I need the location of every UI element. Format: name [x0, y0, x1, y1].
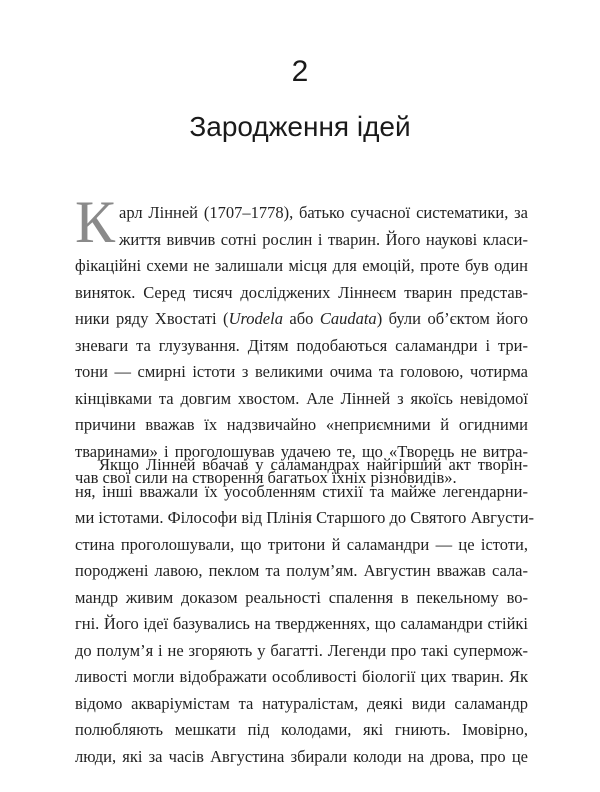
- text-line: мандр живим доказом реальності спалення в пекельному во-: [75, 587, 528, 607]
- chapter-title: Зародження ідей: [189, 111, 411, 142]
- text-line: чав свої сили на створення багатьох їхніх різновидів».: [75, 468, 457, 487]
- text-line: породжені лавою, пеклом та полум’ям. Августин вважав сала-: [75, 561, 528, 580]
- text-fragment: ) були об’єктом його: [376, 309, 528, 328]
- chapter-number: 2: [291, 55, 309, 88]
- paragraph-1: [75, 200, 528, 492]
- drop-cap: К: [75, 189, 116, 255]
- text-fragment: або: [282, 309, 320, 328]
- text-line: стина проголошували, що тритони й саламандри — це істоти,: [75, 534, 528, 554]
- text-line: Якщо Лінней вбачав у саламандрах найгірший акт творін-: [99, 455, 528, 474]
- text-line: виняток. Серед тисяч досліджених Ліннеєм тварин представ-: [75, 282, 528, 302]
- text-line: арл Лінней (1707–1778), батько сучасної систематики, за: [119, 203, 528, 222]
- text-line-with-latin-terms: [75, 306, 528, 333]
- text-line: кінцівками та довгим хвостом. Але Лінней з якоїсь невідомої: [75, 388, 528, 408]
- paragraph-2: [75, 452, 535, 770]
- text-line: ня, інші вважали їх уособленням стихії та майже легендарни-: [75, 481, 528, 501]
- text-line: до полум’я і не згоряють у багатті. Легенди про такі супермож-: [75, 640, 528, 660]
- text-line: причини вважав їх надзвичайно «неприємними й огидними: [75, 415, 528, 434]
- latin-term: Urodela: [228, 309, 283, 328]
- text-line: ми істотами. Філософи від Плінія Старшого до Святого Августи-: [75, 508, 535, 527]
- text-line: полюбляють мешкати під колодами, які гниють. Імовірно,: [75, 720, 528, 739]
- text-line: тони — смирні істоти з великими очима та головою, чотирма: [75, 362, 528, 381]
- text-fragment: ники ряду Хвостаті (: [75, 309, 229, 328]
- latin-term: Caudata: [319, 309, 377, 328]
- text-line: життя вивчив сотні рослин і тварин. Його наукові класи-: [119, 229, 528, 249]
- text-line: фікаційні схеми не залишали місця для емоцій, проте був один: [75, 256, 528, 275]
- text-line: гні. Його ідеї базувались на твердженнях, що саламандри стійкі: [75, 614, 528, 633]
- text-line: відомо акваріумістам та натуралістам, деякі види саламандр: [75, 693, 528, 713]
- text-line: ливості могли відображати особливості біології цих тварин. Як: [75, 667, 528, 686]
- text-line: люди, які за часів Августина збирали колоди на дрова, про це: [75, 746, 528, 766]
- text-line: зневаги та глузування. Дітям подобаються саламандри і три-: [75, 335, 528, 355]
- text-line: тваринами» і проголошував удачею те, що «Творець не витра-: [75, 441, 528, 461]
